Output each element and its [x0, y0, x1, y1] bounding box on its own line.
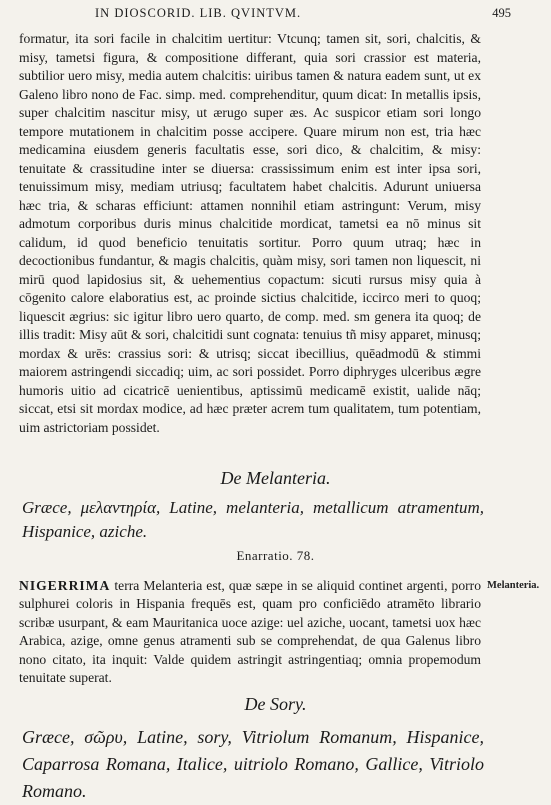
section-heading-melanteria: De Melanteria. [220, 468, 331, 488]
names-sory: Græce, σῶρυ, Latine, sory, Vitriolum Romanum, Hispanice, Caparrosa Romana, Italice, uitriolo Romano, Gallice, Vitriolo Romano. [22, 727, 484, 801]
body-paragraph-sori [19, 30, 481, 437]
lead-word: NIGERRIMA [19, 578, 111, 593]
names-melanteria: Græce, μελαντηρία, Latine, melanteria, metallicum atramentum, Hispanice, aziche. [22, 498, 484, 541]
section-heading-sory: De Sory. [244, 694, 307, 714]
running-head [95, 6, 511, 24]
paragraph-text: terra Melanteria est, quæ sæpe in se aliquid continet argenti, porro sulphurei coloris in Hispania frequēs est, quam pro conficiēdo atramēto librario scribæ usurpant, & eam Mauritanica uoce azige: uel aziche, uocant, tametsi uox hæc Arabica, azige, omne genus atramenti sub se comprehendat, de qua Galenus libro nono citato, ita inquit: Valde quidem astringit astringentiaq; omnia propemodum tenuitate superat. [19, 578, 481, 686]
body-paragraph-melanteria [19, 577, 481, 687]
margin-note: Melanteria. [487, 580, 540, 591]
enarratio-label: Enarratio. 78. [236, 548, 315, 563]
running-head-title: IN DIOSCORID. LIB. QVINTVM. [95, 6, 302, 20]
page-number: 495 [492, 6, 511, 20]
paragraph-text: formatur, ita sori facile in chalcitim uertitur: Vtcunq; tamen sit, sori, chalcitis, & misy, tametsi figura, & compositione differant, quia sori crassior est materia, subtilior uero misy, media autem chalcitis: uiribus tamen & natura eadem sunt, ut ex Galeno libro nono de Fac. simp. med. comprehenditur, quum dicat: In metallis ipsis, super chalcitim nascitur misy, ut ærugo super æs. Ac suspicor etiam sori longo tempore mutationem in chalcitim posse accipere. Quare mirum non est, tria hæc medicamina eiusdem generis facultatis esse, sori dico, & chalcitim, & misy: tenuitate & crassitudine inter se diuersa: crassissimum enim est inter ipsa sori, tenuissimum misy, mediam utriusq; facultatem habet chalcitis. Adurunt uniuersa hæc tria, & scharas efficiunt: attamen nonnihil etiam astringunt: Verum, misy admotum corporibus duris minus chalcitide mordicat, tametsi ea nō minus sit calidum, id quod beneficio tenuitatis sortitur. Porro quum utraq; hæc in decoctionibus fundantur, & magis chalcitis, quàm misy, sori tamen non liquescit, ni mirū quod lapidosius sit, & uehementius copactum: sicuti rursus misy quia à cōgenito calore elaboratius est, ac proinde sictius chalcitide, iccirco meri to quoq; liquescit ægrius: sic igitur libro uero quarto, de comp. med. sm genera ita quoq; de illis tradit: Misy aūt & sori, chalcitidi sunt cognata: tenuius tñ misy apparet, minusq; mordax & urēs: crassius sori: & utrisq; siccat ibecillius, quēadmodū & stimmi maiorem astringendi siccadiq; uim, ac sori possidet. Porro diphryges ulceribus ægre humoris uitio ad cicatricē uenientibus, aptissimū medicamē existit, ualide nāq; siccat, etsi sit mordax modice, ad hæc præter acrem tum qualitatem, tum potentiam, uim astrictoriam possidet. [19, 31, 481, 435]
